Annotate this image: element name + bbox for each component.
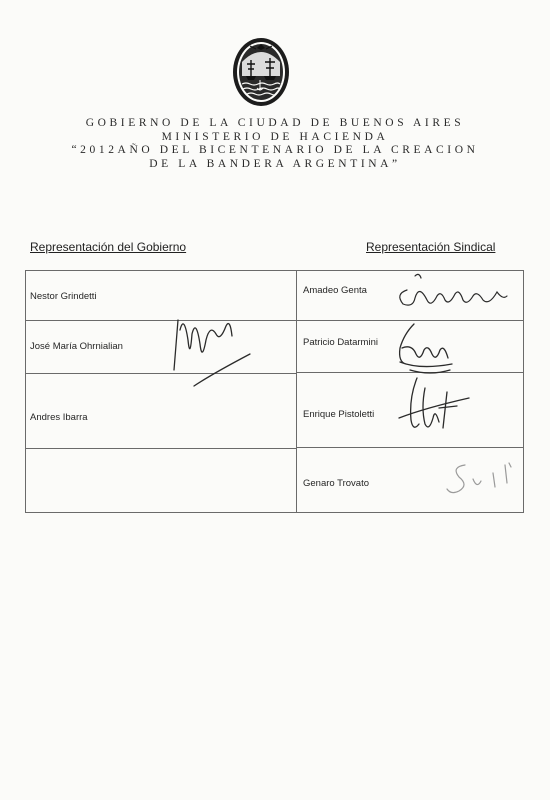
header-year-motto: “2012AÑO DEL BICENTENARIO DE LA CREACION: [71, 144, 479, 156]
union-signatory-name: Enrique Pistoletti: [303, 409, 375, 420]
document-header: [0, 117, 550, 171]
pistoletti-signature-icon: [395, 368, 475, 448]
trovato-signature-icon: [435, 455, 520, 505]
left-row-divider: [25, 448, 296, 449]
union-column-title: Representación Sindical: [366, 240, 496, 254]
union-signatory-name: Amadeo Genta: [303, 285, 367, 296]
genta-signature-icon: [385, 270, 510, 325]
header-ministry: MINISTERIO DE HACIENDA: [161, 130, 389, 143]
ohrnialian-signature-icon: [160, 300, 255, 395]
header-flag-motto: DE LA BANDERA ARGENTINA”: [149, 157, 401, 170]
government-signatory-name: Nestor Grindetti: [30, 291, 97, 302]
government-signatory-name: José María Ohrnialian: [30, 341, 123, 352]
coat-of-arms-icon: [230, 32, 292, 108]
government-column-title: Representación del Gobierno: [30, 240, 187, 254]
union-signatory-name: Patricio Datarmini: [303, 337, 378, 348]
union-signatory-name: Genaro Trovato: [303, 478, 370, 489]
table-divider-vertical: [296, 270, 297, 513]
government-signatory-name: Andres Ibarra: [30, 412, 88, 423]
header-government: GOBIERNO DE LA CIUDAD DE BUENOS AIRES: [85, 117, 465, 129]
